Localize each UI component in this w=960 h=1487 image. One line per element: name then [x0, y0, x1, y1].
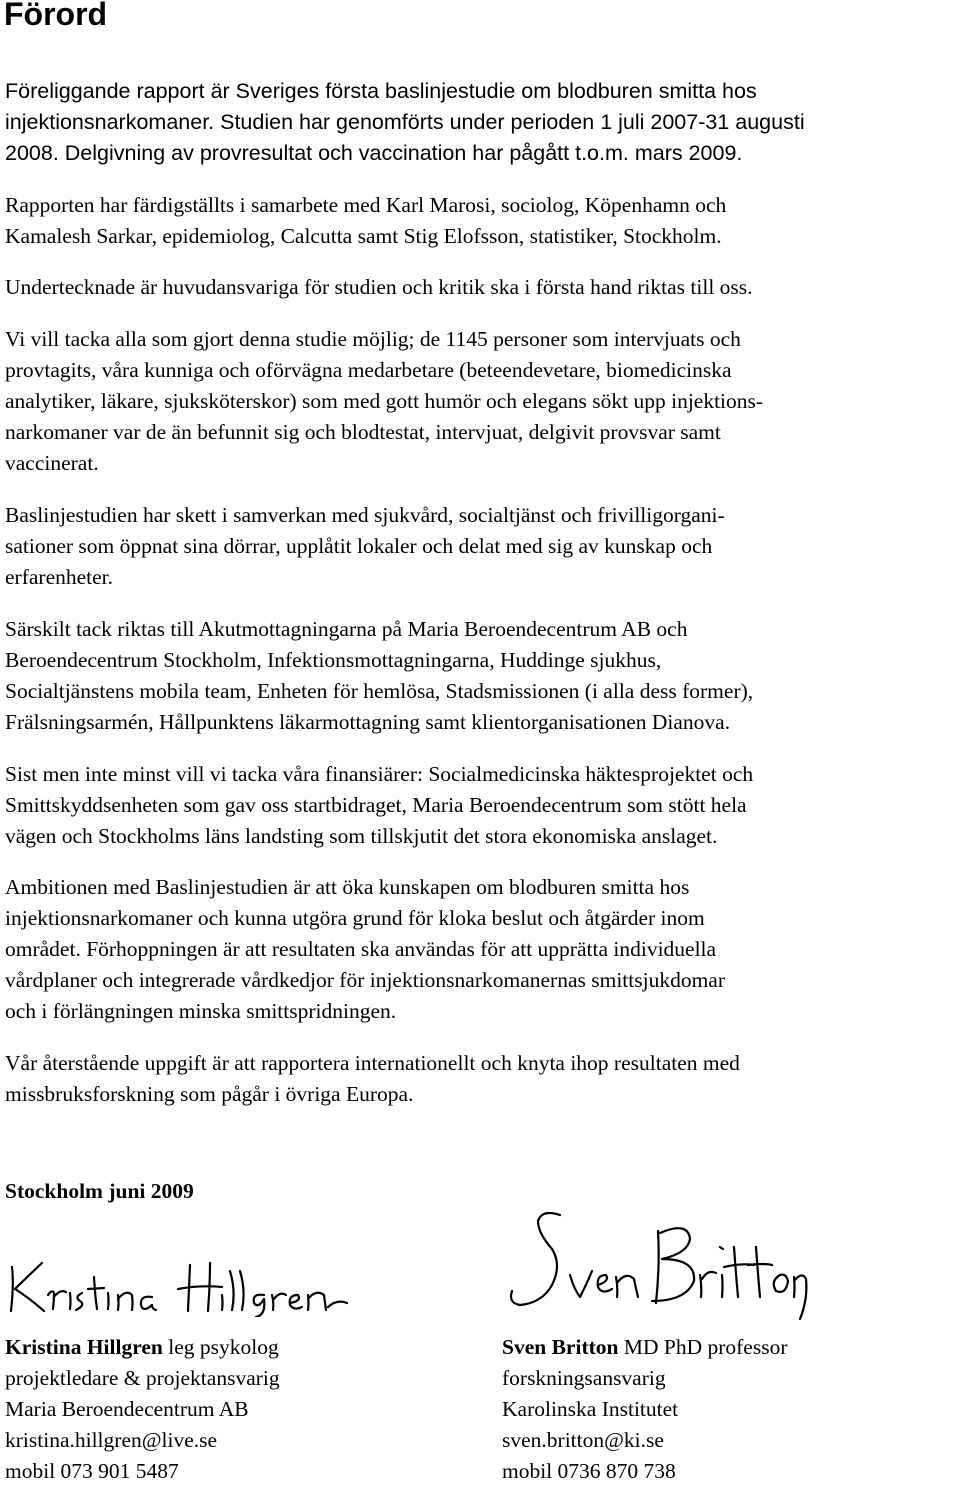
paragraph-line: Frälsningsarmén, Hållpunktens läkarmottagning samt klientorganisationen Dianova.: [5, 710, 731, 734]
signer-name-row: [502, 1332, 787, 1363]
signer-block-sven-britton: [502, 1332, 787, 1487]
paragraph-intro: [5, 76, 960, 169]
paragraph-ambition: [5, 872, 960, 1027]
paragraph-line: vägen och Stockholms läns landsting som tillskjutit det stora ekonomiska anslaget.: [5, 824, 718, 848]
paragraph-line: Vår återstående uppgift är att rapportera internationellt och knyta ihop resultaten med: [5, 1051, 740, 1075]
paragraph-line: sationer som öppnat sina dörrar, upplåtit lokaler och delat med sig av kunskap och: [5, 534, 713, 558]
paragraph-funders: [5, 759, 960, 852]
paragraph-collaboration: [5, 190, 960, 252]
signer-email: sven.britton@ki.se: [502, 1428, 664, 1452]
signer-role: forskningsansvarig: [502, 1366, 666, 1390]
paragraph-line: Sist men inte minst vill vi tacka våra finansiärer: Socialmedicinska häktesprojektet och: [5, 762, 754, 786]
paragraph-responsibility: [5, 272, 960, 303]
paragraph-line: 2008. Delgivning av provresultat och vaccination har pågått t.o.m. mars 2009.: [5, 141, 743, 165]
signer-name-row: [5, 1332, 280, 1363]
page-title: Förord: [4, 0, 108, 32]
paragraph-line: Vi vill tacka alla som gjort denna studie möjlig; de 1145 personer som intervjuats och: [5, 327, 741, 351]
paragraph-remaining-task: [5, 1048, 960, 1110]
paragraph-line: vaccinerat.: [5, 451, 99, 475]
signer-email: kristina.hillgren@live.se: [5, 1428, 218, 1452]
signer-organization: Karolinska Institutet: [502, 1397, 679, 1421]
signer-title: leg psykolog: [162, 1335, 279, 1359]
paragraph-thanks-participants: [5, 324, 960, 479]
paragraph-line: Föreliggande rapport är Sveriges första baslinjestudie om blodburen smitta hos: [5, 79, 757, 103]
signer-name: Kristina Hillgren: [5, 1335, 163, 1359]
signer-block-kristina-hillgren: [5, 1332, 280, 1487]
paragraph-line: injektionsnarkomaner. Studien har genomförts under perioden 1 juli 2007-31 augusti: [5, 110, 805, 134]
paragraph-line: provtagits, våra kunniga och oförvägna medarbetare (beteendevetare, biomedicinska: [5, 358, 732, 382]
signer-organization: Maria Beroendecentrum AB: [5, 1397, 249, 1421]
paragraph-line: området. Förhoppningen är att resultaten ska användas för att upprätta individuella: [5, 937, 717, 961]
signer-phone: mobil 073 901 5487: [5, 1459, 179, 1483]
paragraph-cooperation: [5, 500, 960, 593]
paragraph-line: narkomaner var de än befunnit sig och blodtestat, intervjuat, delgivit provsvar samt: [5, 420, 721, 444]
signer-phone: mobil 0736 870 738: [502, 1459, 676, 1483]
paragraph-line: Undertecknade är huvudansvariga för studien och kritik ska i första hand riktas till oss.: [5, 275, 753, 299]
paragraph-line: vårdplaner och integrerade vårdkedjor för injektionsnarkomanernas smittsjukdomar: [5, 968, 726, 992]
paragraph-line: analytiker, läkare, sjuksköterskor) som med gott humör och elegans sökt upp injektions-: [5, 389, 764, 413]
signer-title: MD PhD professor: [618, 1335, 788, 1359]
paragraph-special-thanks: [5, 614, 960, 738]
paragraph-line: missbruksforskning som pågår i övriga Europa.: [5, 1082, 414, 1106]
paragraph-line: Baslinjestudien har skett i samverkan med sjukvård, socialtjänst och frivilligorgani-: [5, 503, 725, 527]
paragraph-line: injektionsnarkomaner och kunna utgöra grund för kloka beslut och åtgärder inom: [5, 906, 705, 930]
paragraph-line: erfarenheter.: [5, 565, 114, 589]
paragraph-line: Smittskyddsenheten som gav oss startbidraget, Maria Beroendecentrum som stött hela: [5, 793, 747, 817]
paragraph-line: och i förlängningen minska smittspridningen.: [5, 999, 397, 1023]
signature-image-sven-britton: [502, 1205, 812, 1325]
place-and-date: Stockholm juni 2009: [5, 1179, 194, 1203]
signer-name: Sven Britton: [502, 1335, 619, 1359]
paragraph-line: Rapporten har färdigställts i samarbete med Karl Marosi, sociolog, Köpenhamn och: [5, 193, 727, 217]
paragraph-line: Ambitionen med Baslinjestudien är att öka kunskapen om blodburen smitta hos: [5, 875, 690, 899]
signature-image-kristina-hillgren: [2, 1255, 352, 1317]
signer-role: projektledare & projektansvarig: [5, 1366, 280, 1390]
paragraph-line: Beroendecentrum Stockholm, Infektionsmottagningarna, Huddinge sjukhus,: [5, 648, 662, 672]
paragraph-line: Särskilt tack riktas till Akutmottagningarna på Maria Beroendecentrum AB och: [5, 617, 688, 641]
paragraph-line: Socialtjänstens mobila team, Enheten för hemlösa, Stadsmissionen (i alla dess former),: [5, 679, 754, 703]
paragraph-line: Kamalesh Sarkar, epidemiolog, Calcutta samt Stig Elofsson, statistiker, Stockholm.: [5, 224, 722, 248]
